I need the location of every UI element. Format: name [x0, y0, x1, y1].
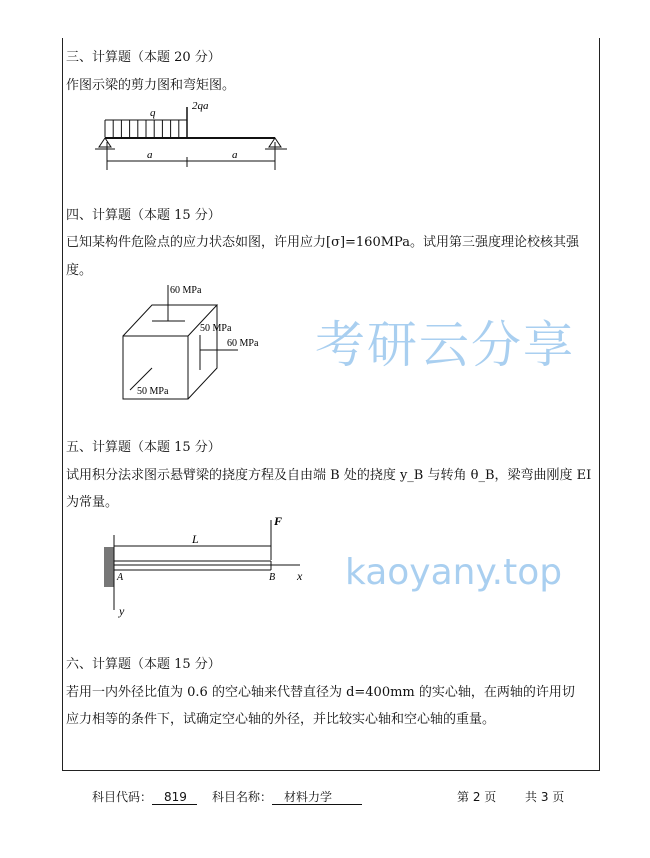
q3-text: 作图示梁的剪力图和弯矩图。	[66, 78, 236, 93]
footer-total: 共 3 页	[525, 790, 565, 804]
beam-figure-q3	[95, 95, 295, 170]
stress-front-label: 50 MPa	[137, 386, 169, 397]
q4-line1: 已知某构件危险点的应力状态如图，许用应力[σ]=160MPa。试用第三强度理论校核其强	[66, 235, 579, 250]
stress-right-label: 60 MPa	[227, 338, 259, 349]
axis-y-label: y	[119, 604, 125, 618]
q6-line1: 若用一内外径比值为 0.6 的空心轴来代替直径为 d=400mm 的实心轴，在两轴的许用切	[66, 685, 575, 700]
footer-code: 科目代码： 819	[92, 788, 197, 805]
q6-line2: 应力相等的条件下，试确定空心轴的外径，并比较实心轴和空心轴的重量。	[66, 712, 496, 727]
footer-name: 科目名称： 材料力学	[212, 788, 362, 805]
force-label: F	[274, 514, 283, 528]
q5-line1: 试用积分法求图示悬臂梁的挠度方程及自由端 B 处的挠度 y_B 与转角 θ_B，梁弯曲刚度 EI	[66, 468, 592, 483]
watermark-cn: 考研云分享	[315, 316, 575, 374]
span2-label: a	[232, 149, 238, 161]
q6-title: 六、计算题（本题 15 分）	[66, 657, 221, 672]
point-a-label: A	[117, 572, 124, 583]
footer-page: 第 2 页	[457, 790, 497, 804]
span1-label: a	[147, 149, 153, 161]
cantilever-figure	[95, 510, 325, 620]
q5-title: 五、计算题（本题 15 分）	[66, 440, 221, 455]
stress-shear-label: 50 MPa	[200, 323, 232, 334]
watermark-url: kaoyany.top	[345, 552, 563, 593]
load-p-label: 2qa	[192, 100, 209, 112]
q5-line2: 为常量。	[66, 495, 119, 510]
q4-title: 四、计算题（本题 15 分）	[66, 208, 221, 223]
point-b-label: B	[269, 572, 276, 583]
length-label: L	[192, 532, 199, 546]
q3-title: 三、计算题（本题 20 分）	[66, 50, 221, 65]
stress-top-label: 60 MPa	[170, 285, 202, 296]
load-q-label: q	[150, 107, 156, 119]
stress-cube-figure	[100, 280, 290, 410]
axis-x-label: x	[297, 569, 303, 583]
q4-line2: 度。	[66, 263, 93, 278]
